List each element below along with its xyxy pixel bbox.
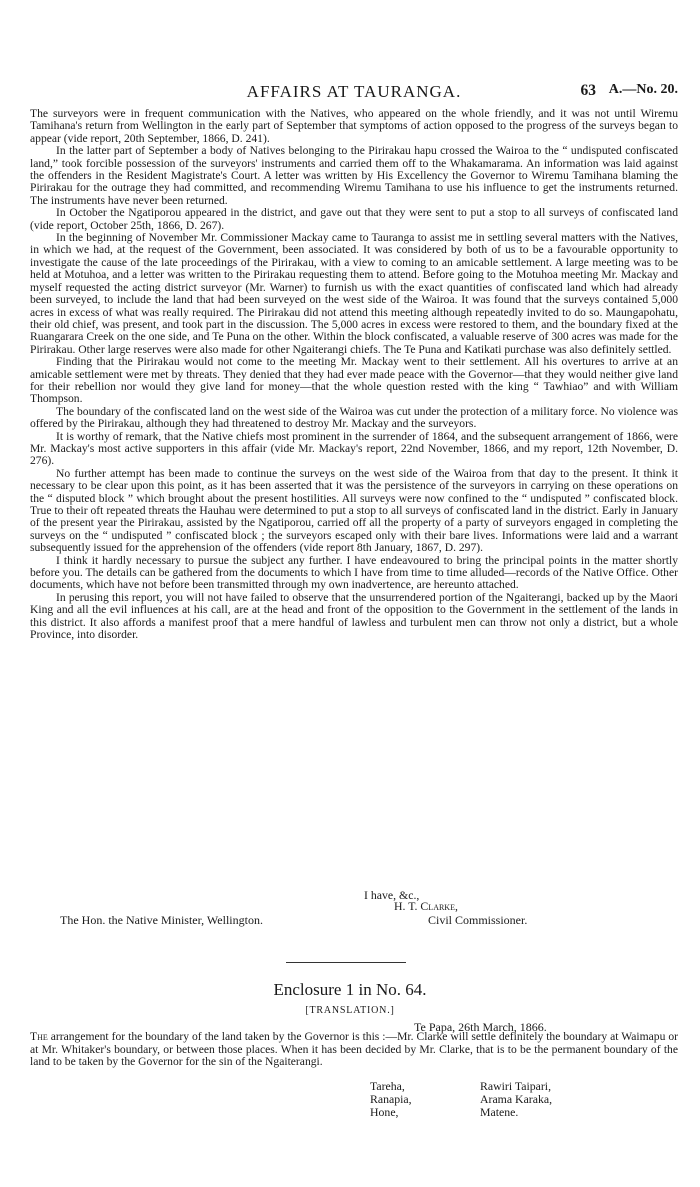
paragraph: In the beginning of November Mr. Commissioner Mackay came to Tauranga to assist me in settling several matters with the Natives, in which we had, at the request of the Government, been associated. It was considered by both of us to be a favourable opportunity to investigate the cause of the late proceedings of the Pirirakau, with a view to coming to an amicable settlement. A large meeting was to be held at Motuhoa, and a letter was written to the Pirirakau requesting them to attend. Before going to the Motuhoa meeting Mr. Mackay and myself requested the acting district surveyor (Mr. Warner) to furnish us with the exact quantities of confiscated land which had already been surveyed, to include the land that had been surveyed on the west side of the Wairoa. It was found that the surveys contained 5,000 acres in excess of what was really required. The Pirirakau did not attend this meeting although repeatedly invited to do so. Maungapohatu, their old chief, was present, and took part in the discussion. The 5,000 acres in excess were restored to them, and the boundary fixed at the Ruangarara Creek on the one side, and Te Puna on the other. Within the block confiscated, a valuable reserve of 300 acres was made for the Pirirakau. Other large reserves were also made for other Ngaiterangi chiefs. The Te Puna and Katikati purchase was also definitely settled.: [30, 231, 678, 356]
enclosure-text: arrangement for the boundary of the land taken by the Governor is this :—Mr. Clarke will settle definitely the boundary at Waimapu or at Mr. Whitaker's boundary, or between those places. When it has been decided by Mr. Clarke, that is to be the permanent boundary of the land to be taken by the Governor for the sin of the Ngaiterangi.: [30, 1030, 678, 1069]
signers-column-right: [480, 1080, 552, 1118]
signers-column-left: [370, 1080, 412, 1118]
enclosure-heading: Enclosure 1 in No. 64.: [273, 980, 427, 999]
paragraph: I think it hardly necessary to pursue the subject any further. I have endeavoured to bring the principal points in the matter shortly before you. The details can be gathered from the documents to which I have from time to time alluded—records of the Native Office. Other documents, which have not before been transmitted through my own inadvertence, are hereunto attached.: [30, 553, 678, 592]
enclosure-body: [30, 1031, 678, 1069]
section-divider: [286, 962, 406, 963]
page-header: [30, 82, 678, 102]
report-body: [30, 108, 678, 641]
paragraph: Finding that the Pirirakau would not come to the meeting Mr. Mackay went to their settlement. All his overtures to arrive at an amicable settlement were met by threats. They denied that they had ever made peace with the Governor—that they would neither give land for their rebellion nor would they give land for money—that the whole question rested with the king “ Tawhiao” and with William Thompson.: [30, 355, 678, 406]
signatory-title: Civil Commissioner.: [428, 913, 528, 927]
signatory-name: H. T. Clarke,: [394, 899, 458, 913]
addressee: The Hon. the Native Minister, Wellington.: [60, 913, 263, 927]
paragraph: In perusing this report, you will not have failed to observe that the unsurrendered portion of the Ngaiterangi, backed up by the Maori King and all the evil influences at his call, are at the head and front of the opposition to the Government in the settlement of the lands in this district. It also affords a manifest proof that a mere handful of lawless and turbulent men can throw not only a district, but a whole Province, into disorder.: [30, 590, 678, 642]
signer-name: Matene.: [480, 1104, 519, 1119]
translation-label: [TRANSLATION.]: [305, 1005, 395, 1016]
signer-name: Tareha,: [370, 1079, 405, 1093]
letter-closing: I have, &c.,: [364, 888, 420, 902]
paragraph: It is worthy of remark, that the Native chiefs most prominent in the surrender of 1864, and the subsequent arrangement of 1866, were Mr. Mackay's most active supporters in this affair (vide Mr. Mackay's report, 22nd November, 1866, and my report, 12th November, D. 276).: [30, 429, 678, 468]
paragraph: In the latter part of September a body of Natives belonging to the Pirirakau hapu crossed the Wairoa to the “ undisputed confiscated land,” took forcible possession of the surveyors' instruments and carried them off to the Whakamarama. An information was laid against the offenders in the Resident Magistrate's Court. A letter was written by His Excellency the Governor to Wiremu Tamihana blaming the Pirirakau for the outrage they had committed, and recommending Wiremu Tamihana to use his influence to get the instruments returned. The instruments have never been returned.: [30, 144, 678, 207]
page-number: 63: [580, 82, 596, 99]
paragraph: In October the Ngatiporou appeared in the district, and gave out that they were sent to put a stop to all surveys of confiscated land (vide report, October 25th, 1866, D. 267).: [30, 206, 678, 232]
enclosure-lead-word: The: [30, 1030, 48, 1043]
signer-name: Rawiri Taipari,: [480, 1079, 552, 1093]
paragraph: No further attempt has been made to continue the surveys on the west side of the Wairoa from that day to the present. It think it necessary to be clear upon this point, as it has been asserted that it was the persistence of the surveyors in carrying on these operations on the “ disputed block ” which brought about the present hostilities. All surveys were now confined to the “ undisputed ” confiscated block. True to their oft repeated threats the Hauhau were determined to put a stop to all surveys of confiscated land in the district. Early in January of the present year the Pirirakau, assisted by the Ngatiporou, carried off all the property of a party of surveyors engaged in completing the surveys on the “ undisputed ” confiscated block ; the surveyors escaped only with their bare lives. Informations were laid and a warrant subsequently issued for the apprehension of the offenders (vide report 8th January, 1867, D. 297).: [30, 466, 678, 555]
paragraph: The surveyors were in frequent communication with the Natives, who appeared on the whole friendly, and it was not until Wiremu Tamihana's return from Wellington in the early part of September that symptoms of action opposed to the progress of the surveys began to appear (vide report, 20th September, 1866, D. 241).: [30, 107, 678, 145]
document-reference: A.—No. 20.: [608, 82, 678, 97]
enclosure-date: Te Papa, 26th March, 1866.: [414, 1020, 547, 1034]
signer-name: Ranapia,: [370, 1091, 412, 1106]
signer-name: Arama Karaka,: [480, 1091, 553, 1106]
running-title: AFFAIRS AT TAURANGA.: [246, 82, 462, 101]
paragraph: The boundary of the confiscated land on the west side of the Wairoa was cut under the protection of a military force. No violence was offered by the Pirirakau, although they had threatened to destroy Mr. Mackay and the surveyors.: [30, 404, 678, 431]
signer-name: Hone,: [370, 1104, 399, 1119]
